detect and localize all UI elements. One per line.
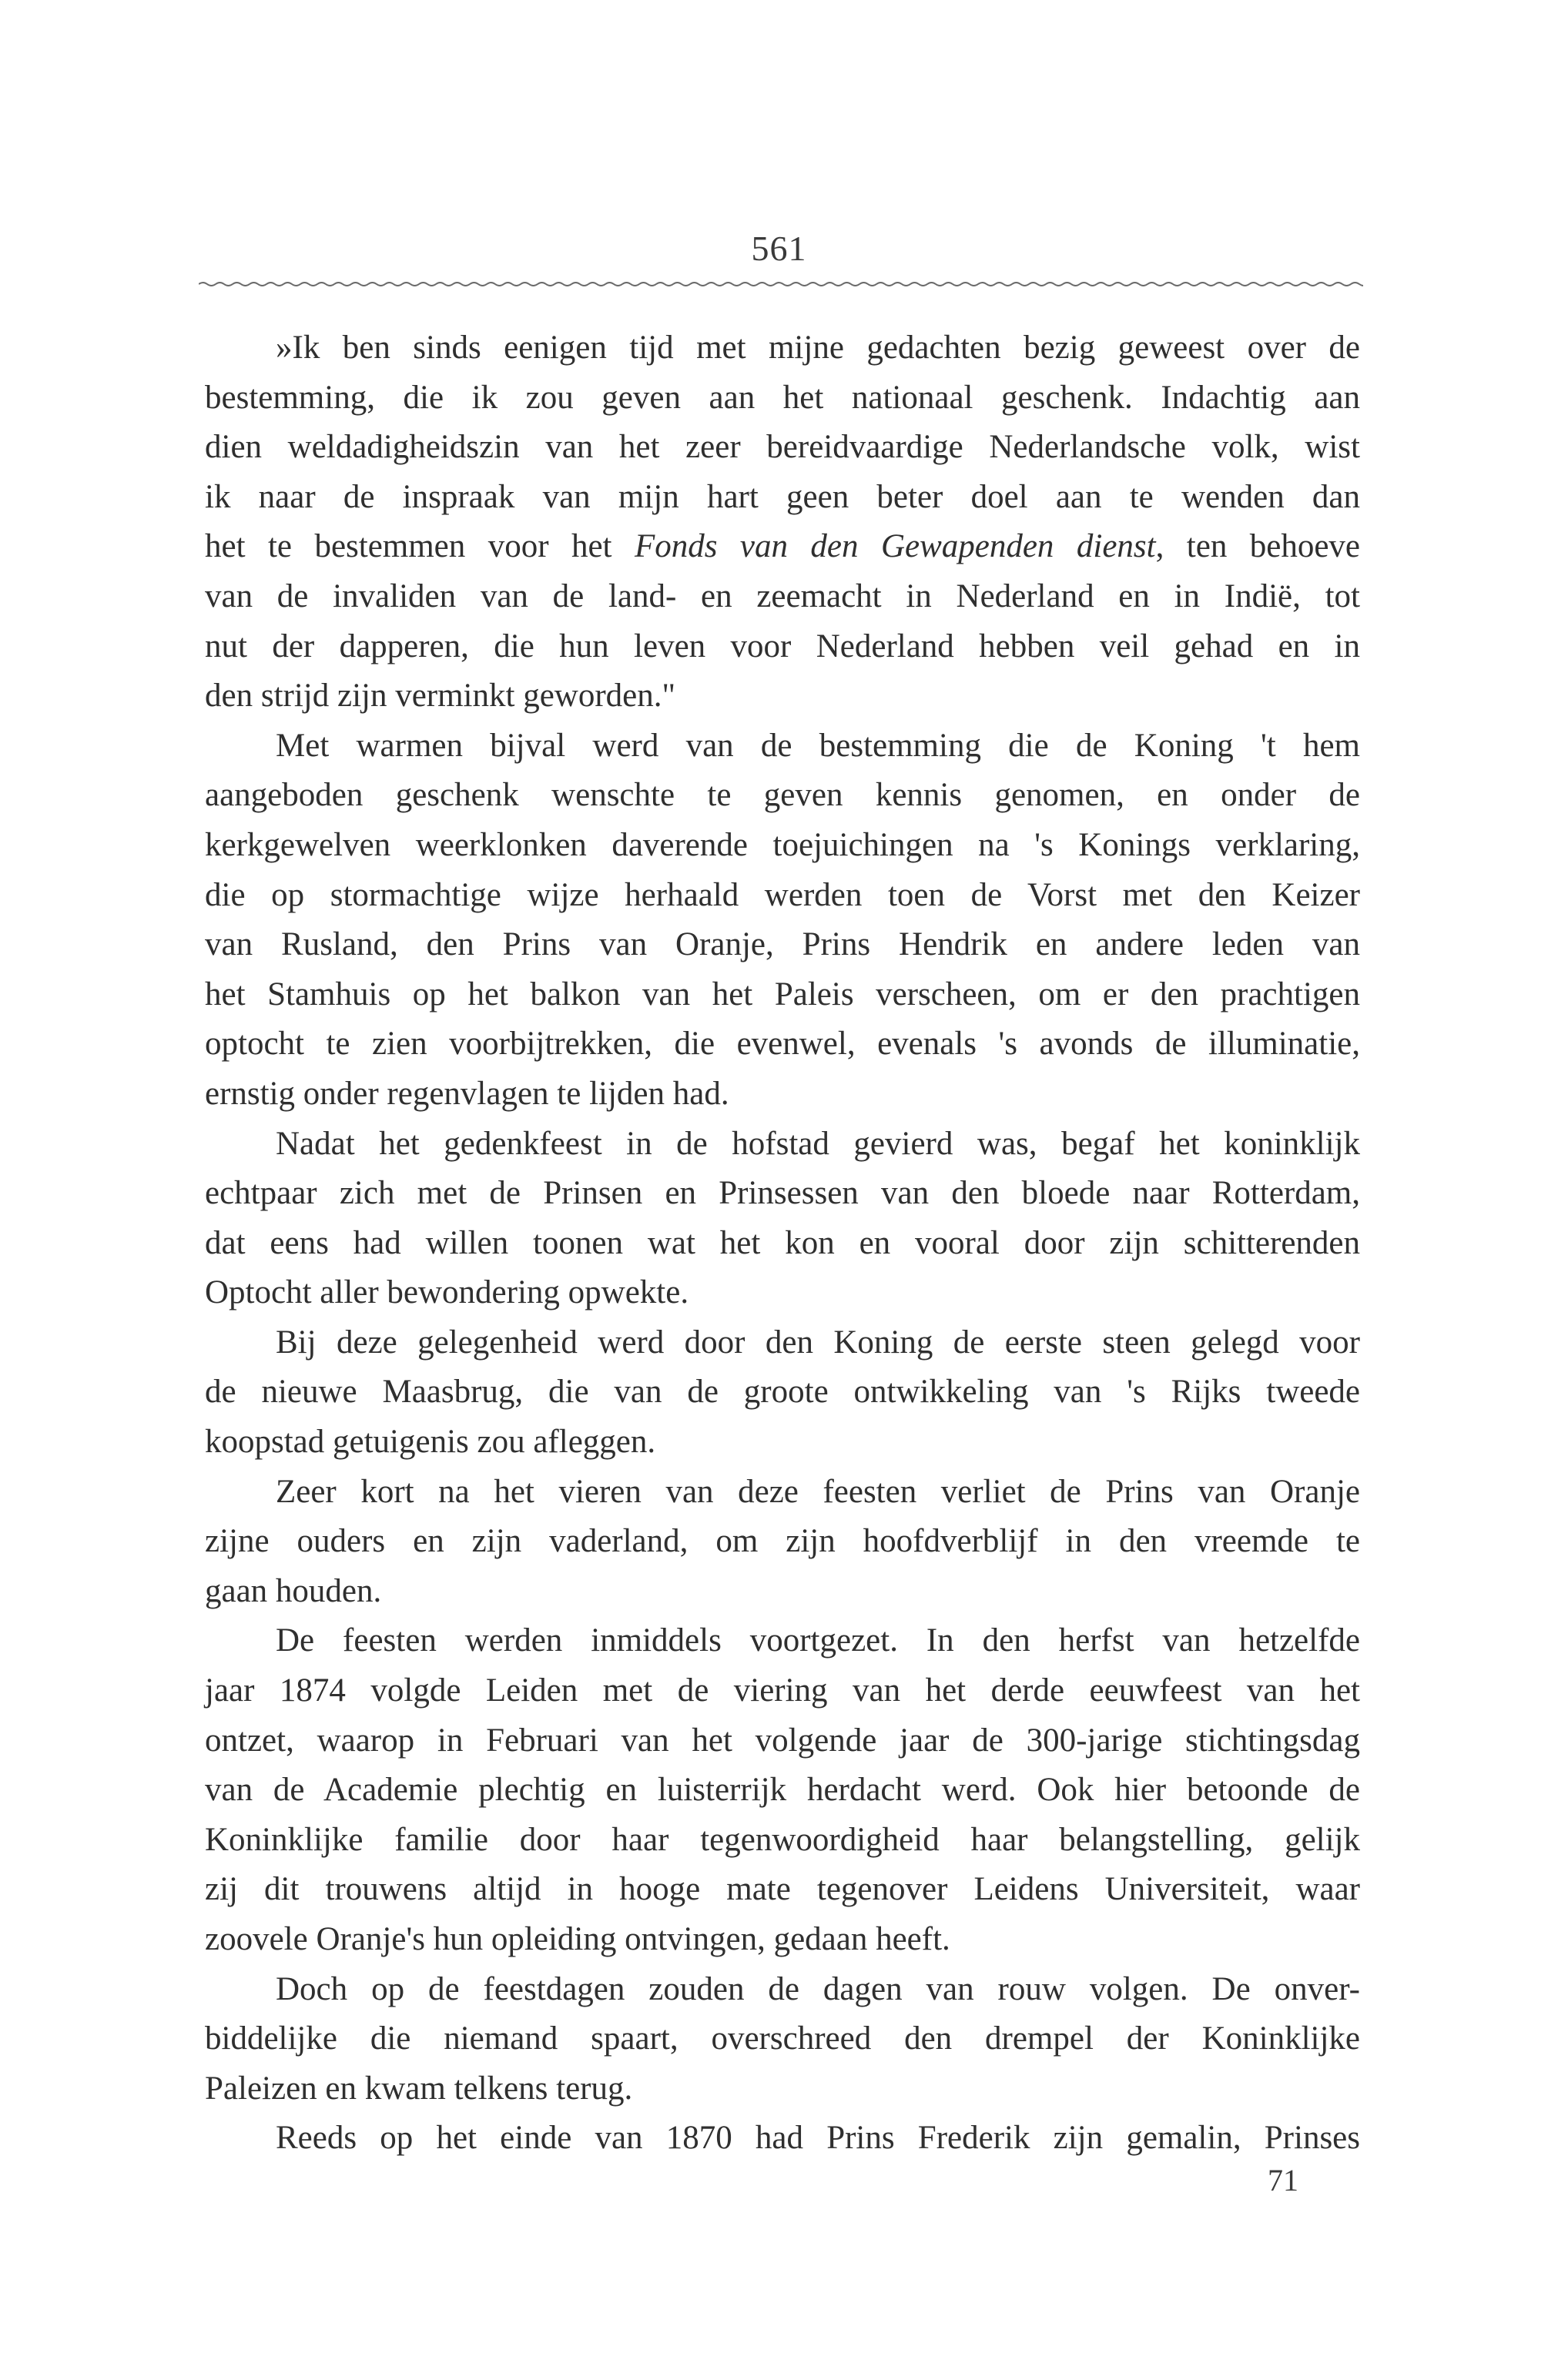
text-line: De feesten werden inmiddels voortgezet. In den herfst van hetzelfde — [276, 1622, 1360, 1659]
text-line: jaar 1874 volgde Leiden met de viering van het derde eeuwfeest van het — [205, 1672, 1360, 1709]
text-fragment: het te bestemmen voor het — [205, 528, 635, 565]
text-line: dien weldadigheidszin van het zeer bereidvaardige Nederlandsche volk, wist — [205, 429, 1360, 466]
text-line: Koninklijke familie door haar tegenwoordigheid haar belangstelling, gelijk — [205, 1821, 1360, 1858]
text-line: gaan houden. — [205, 1572, 382, 1609]
text-line: zijne ouders en zijn vaderland, om zijn hoofdverblijf in den vreemde te — [205, 1523, 1360, 1560]
text-line: van de invaliden van de land- en zeemacht in Nederland en in Indië, tot — [205, 577, 1360, 614]
text-line: Zeer kort na het vieren van deze feesten verliet de Prins van Oranje — [276, 1473, 1360, 1510]
sheet-number: 71 — [1268, 2162, 1298, 2198]
page-number: 561 — [751, 229, 807, 268]
paragraph — [205, 1468, 1360, 1617]
paragraph — [205, 1318, 1360, 1468]
text-line: aangeboden geschenk wenschte te geven kennis genomen, en onder de — [205, 777, 1360, 814]
text-line: Doch op de feestdagen zouden de dagen van rouw volgen. De onver- — [276, 1970, 1360, 2007]
text-line: »Ik ben sinds eenigen tijd met mijne gedachten bezig geweest over de — [276, 330, 1360, 366]
text-line: van de Academie plechtig en luisterrijk herdacht werd. Ook hier betoonde de — [205, 1772, 1360, 1809]
text-line: echtpaar zich met de Prinsen en Prinsessen van den bloede naar Rotterdam, — [205, 1175, 1360, 1212]
text-line: Paleizen en kwam telkens terug. — [205, 2070, 633, 2107]
text-line-with-italic — [205, 522, 1360, 572]
text-line: dat eens had willen toonen wat het kon en vooral door zijn schitterenden — [205, 1224, 1360, 1261]
text-line: den strijd zijn verminkt geworden." — [205, 678, 676, 715]
paragraph — [205, 1120, 1360, 1318]
text-line: Nadat het gedenkfeest in de hofstad gevierd was, begaf het koninklijk — [276, 1125, 1360, 1162]
text-line: zij dit trouwens altijd in hooge mate tegenover Leidens Universiteit, waar — [205, 1871, 1360, 1908]
paragraph — [205, 721, 1360, 1120]
paragraph — [205, 2114, 1360, 2164]
paragraph — [205, 1616, 1360, 1964]
text-line: Reeds op het einde van 1870 had Prins Frederik zijn gemalin, Prinses — [276, 2120, 1360, 2157]
text-line: het Stamhuis op het balkon van het Paleis verscheen, om er den prachtigen — [205, 976, 1360, 1013]
text-line: bestemming, die ik zou geven aan het nationaal geschenk. Indachtig aan — [205, 379, 1360, 416]
text-line: Optocht aller bewondering opwekte. — [205, 1274, 689, 1311]
text-line: Met warmen bijval werd van de bestemming die de Koning 't hem — [276, 727, 1360, 764]
paragraph-quote — [205, 323, 1360, 721]
text-line: ik naar de inspraak van mijn hart geen beter doel aan te wenden dan — [205, 478, 1360, 515]
text-line: van Rusland, den Prins van Oranje, Prins Hendrik en andere leden van — [205, 926, 1360, 963]
text-line: ontzet, waarop in Februari van het volgende jaar de 300-jarige stichtingsdag — [205, 1722, 1360, 1759]
fund-title: Fonds van den Gewapenden dienst — [634, 528, 1156, 565]
text-line: koopstad getuigenis zou afleggen. — [205, 1424, 656, 1461]
text-fragment: , ten behoeve — [1155, 528, 1361, 565]
header-wavy-rule — [199, 279, 1363, 290]
text-line: de nieuwe Maasbrug, die van de groote ontwikkeling van 's Rijks tweede — [205, 1374, 1360, 1411]
body-text — [205, 323, 1360, 2198]
text-line: kerkgewelven weerklonken daverende toejuichingen na 's Konings verklaring, — [205, 826, 1360, 863]
paragraph — [205, 1965, 1360, 2114]
text-line: die op stormachtige wijze herhaald werden toen de Vorst met den Keizer — [205, 876, 1360, 913]
text-line: zoovele Oranje's hun opleiding ontvingen, gedaan heeft. — [205, 1921, 950, 1957]
text-line: optocht te zien voorbijtrekken, die evenwel, evenals 's avonds de illuminatie, — [205, 1026, 1360, 1063]
text-line: ernstig onder regenvlagen te lijden had. — [205, 1075, 729, 1112]
text-line: Bij deze gelegenheid werd door den Koning de eerste steen gelegd voor — [276, 1324, 1360, 1361]
text-line: biddelijke die niemand spaart, overschreed den drempel der Koninklijke — [205, 2020, 1360, 2057]
text-line: nut der dapperen, die hun leven voor Nederland hebben veil gehad en in — [205, 628, 1360, 664]
